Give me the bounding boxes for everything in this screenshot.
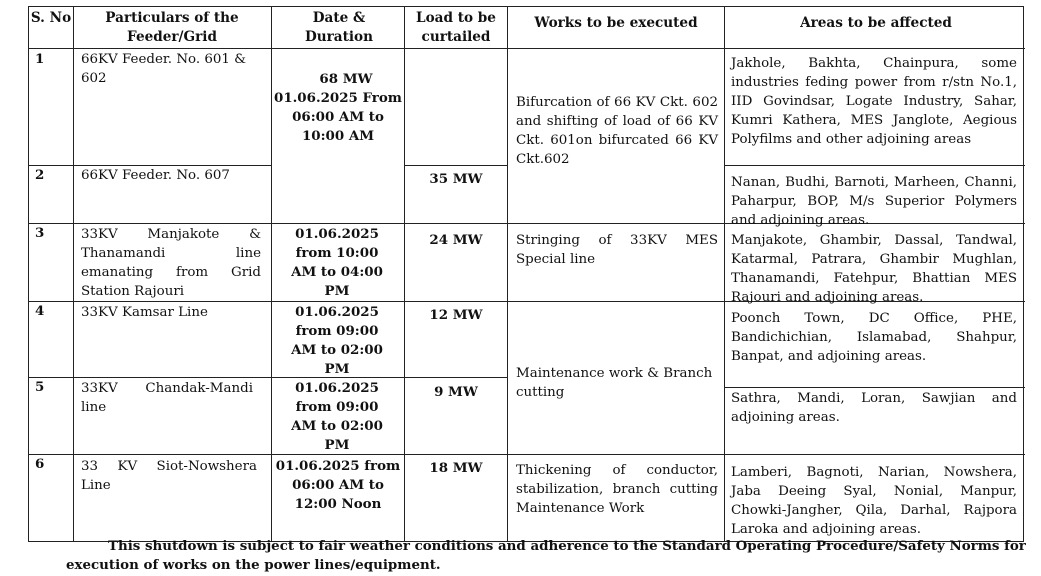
row-6-feeder: 33 KV Siot-Nowshera Line [81, 459, 257, 493]
row-5-areas: Sathra, Mandi, Loran, Sawjian and adjoining areas. [731, 391, 1017, 425]
row-4-date: 01.06.2025 from 09:00 AM to 02:00 PM [291, 304, 383, 377]
row-2-feeder: 66KV Feeder. No. 607 [81, 168, 230, 183]
rows-4-5-works: Maintenance work & Branch cutting [516, 366, 713, 400]
row-1-feeder: 66KV Feeder. No. 601 & 602 [81, 52, 247, 86]
footnote [66, 537, 1030, 575]
header-areas: Areas to be affected [800, 15, 952, 31]
row-2-load: 35 MW [429, 171, 483, 187]
header-divider [29, 48, 1025, 49]
row-1-sno: 1 [35, 51, 45, 67]
header-works: Works to be executed [534, 15, 698, 31]
row-1-areas: Jakhole, Bakhta, Chainpura, some industries feding power from r/stn No.1, IID Govindsar, Logate Industry, Sahar, Kumri Kathera, MES Janglote, Aegious Polyfilms and other adjoining areas [731, 56, 1017, 147]
row-4-load: 12 MW [429, 307, 483, 323]
row-4-feeder: 33KV Kamsar Line [81, 305, 208, 320]
rows-1-2-works: Bifurcation of 66 KV Ckt. 602 and shifting of load of 66 KV Ckt. 601on bifurcated 66 KV Ckt.602 [516, 95, 718, 167]
header-date: Date & Duration [304, 10, 374, 45]
row-2-sno: 2 [35, 167, 45, 183]
column-divider [73, 7, 74, 541]
row-3-sno: 3 [35, 225, 45, 241]
footnote-line-1: This shutdown is subject to fair weather conditions and adherence to the Standard Operating Procedure/Safety Norms for [108, 538, 1026, 554]
row-6-load: 18 MW [429, 460, 483, 476]
row-4-areas: Poonch Town, DC Office, PHE, Bandichichian, Islamabad, Shahpur, Banpat, and adjoining areas. [731, 311, 1017, 364]
rows-1-2-date: 01.06.2025 From 06:00 AM to 10:00 AM [274, 90, 402, 144]
row-5-load: 9 MW [434, 384, 478, 400]
row-divider [404, 165, 507, 166]
row-1-load: 68 MW [319, 71, 373, 87]
row-3-feeder: 33KV Manjakote & Thanamandi line emanating from Grid Station Rajouri [81, 227, 261, 299]
column-divider [507, 7, 508, 541]
shutdown-schedule-table [28, 6, 1024, 542]
row-6-works: Thickening of conductor, stabilization, branch cutting Maintenance Work [516, 463, 718, 516]
header-feeder: Particulars of the Feeder/Grid [105, 10, 239, 45]
row-5-feeder: 33KV Chandak-Mandi line [81, 381, 253, 415]
row-divider [724, 165, 1025, 166]
row-5-sno: 5 [35, 379, 45, 395]
column-divider [724, 7, 725, 541]
row-3-areas: Manjakote, Ghambir, Dassal, Tandwal, Katarmal, Patrara, Ghambir Mughlan, Thanamandi, Fatehpur, Bhattian MES Rajouri and adjoining areas. [731, 233, 1017, 305]
row-divider [724, 387, 1025, 388]
row-2-areas: Nanan, Budhi, Barnoti, Marheen, Channi, Paharpur, BOP, M/s Superior Polymers and adjoining areas. [731, 175, 1017, 228]
row-4-sno: 4 [35, 303, 45, 319]
row-6-date: 01.06.2025 from 06:00 AM to 12:00 Noon [275, 458, 401, 512]
row-divider [29, 454, 1025, 455]
row-3-date: 01.06.2025 from 10:00 AM to 04:00 PM [291, 226, 383, 299]
header-load: Load to be curtailed [416, 10, 496, 45]
footnote-line-2: execution of works on the power lines/equipment. [66, 557, 441, 573]
row-6-areas: Lamberi, Bagnoti, Narian, Nowshera, Jaba Deeing Syal, Nonial, Manpur, Chowki-Jangher, Qila, Darhal, Rajpora Laroka and adjoining areas. [731, 465, 1017, 537]
column-divider [271, 7, 272, 541]
row-5-date: 01.06.2025 from 09:00 AM to 02:00 PM [291, 380, 383, 453]
header-sno: S. No [30, 10, 72, 26]
column-divider [404, 7, 405, 541]
row-divider [29, 377, 507, 378]
row-6-sno: 6 [35, 456, 45, 472]
row-3-load: 24 MW [429, 232, 483, 248]
row-3-works: Stringing of 33KV MES Special line [516, 233, 718, 267]
